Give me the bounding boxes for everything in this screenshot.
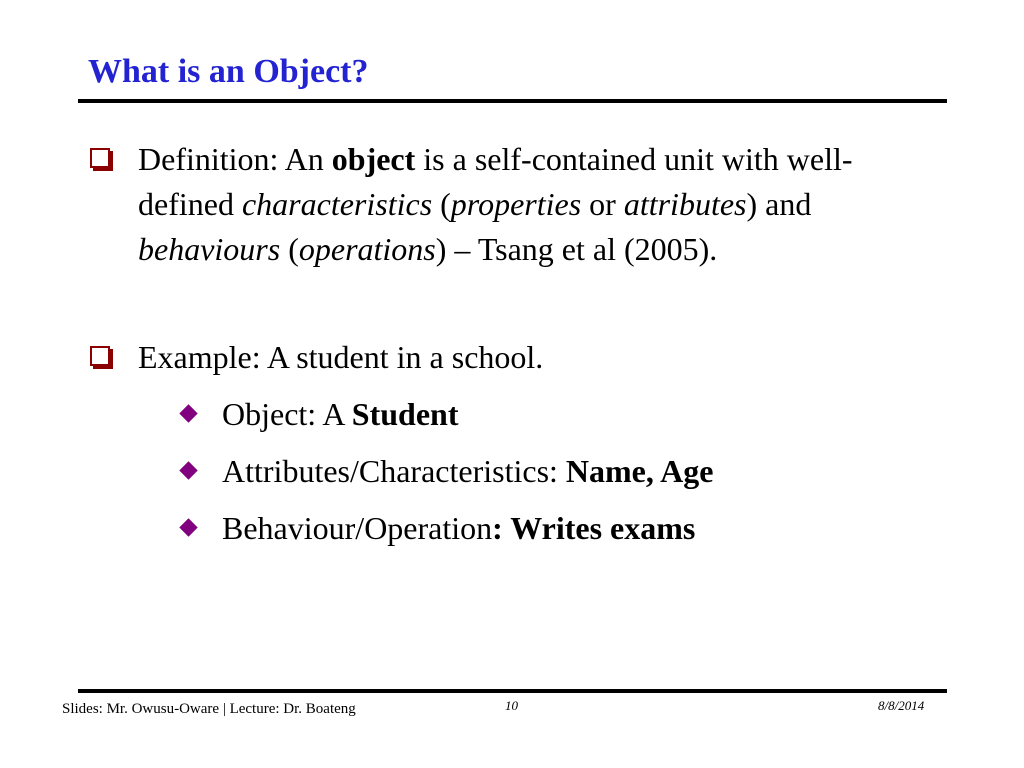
footer-divider — [78, 689, 947, 693]
page-number: 10 — [505, 698, 518, 713]
bullet-run-italic: properties — [450, 186, 582, 222]
bullet-run: Example: A student in a school. — [138, 339, 544, 375]
sub-bullet-behaviour — [222, 506, 942, 551]
bullet-run-italic: operations — [298, 231, 436, 267]
sub-bullet-label: Object: A — [222, 396, 352, 432]
definition-bullet — [138, 137, 948, 272]
bullet-run: Definition: An — [138, 141, 332, 177]
footer-credits: Slides: Mr. Owusu-Oware | Lecture: Dr. Boateng — [62, 701, 356, 717]
bullet-run: ( — [280, 231, 299, 267]
bullet-run: ) and — [746, 186, 812, 222]
bullet-run-italic: behaviours — [138, 231, 281, 267]
square-bullet-icon — [90, 148, 110, 168]
sub-bullet-value: : Writes exams — [492, 510, 696, 546]
bullet-run: or — [581, 186, 624, 222]
example-bullet — [138, 335, 948, 380]
bullet-run: ) – Tsang et al (2005). — [435, 231, 718, 267]
bullet-run: is a self-contained unit with well-defined — [138, 141, 853, 222]
bullet-run-italic: characteristics — [241, 186, 433, 222]
bullet-run-bold: object — [331, 141, 416, 177]
footer-date: 8/8/2014 — [878, 698, 925, 713]
sub-bullet-object — [222, 392, 942, 437]
sub-bullet-value: Student — [351, 396, 459, 432]
sub-bullet-value: Name, Age — [565, 453, 714, 489]
square-bullet-icon — [90, 346, 110, 366]
bullet-run: ( — [432, 186, 451, 222]
sub-bullet-attributes — [222, 449, 942, 494]
diamond-bullet-icon — [179, 518, 197, 536]
bullet-run-italic: attributes — [623, 186, 747, 222]
diamond-bullet-icon — [179, 461, 197, 479]
sub-bullet-label: Attributes/Characteristics: — [222, 453, 566, 489]
diamond-bullet-icon — [179, 404, 197, 422]
title-divider — [78, 99, 947, 103]
sub-bullet-label: Behaviour/Operation — [222, 510, 493, 546]
slide-title: What is an Object? — [88, 53, 369, 90]
